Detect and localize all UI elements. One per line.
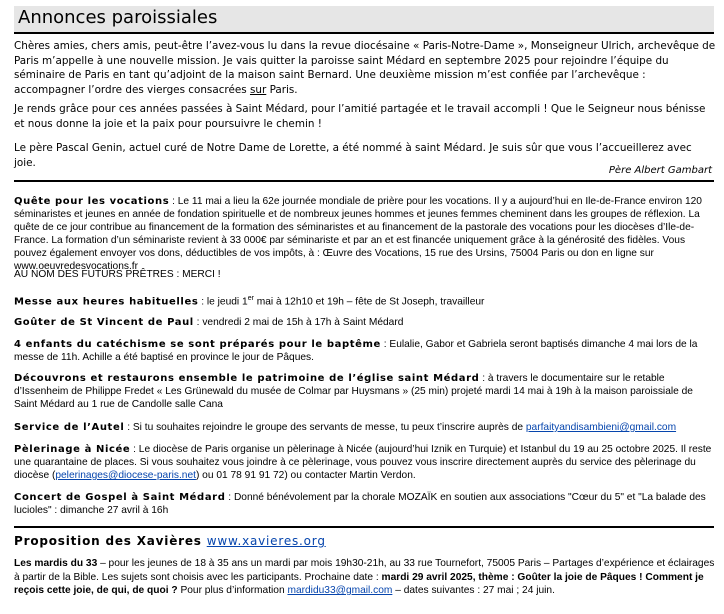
quete-text: : Le 11 mai a lieu la 62e journée mondiale de prière pour les vocations. Il y a aujourd’hui en Ile-de-France environ 120 séminaristes et jeunes en année de fondation spirituelle et de nombreux jeunes hommes et jeunes femmes cheminent dans les groupes de réflexion. La quête de ce jour contribue au financement de la formation des séminaristes et au financement de la pastorale des vocations pour les diocèses d’Ile-de-France. La formation d’un séminariste revient à 33 000€ par séminariste et par an et est financée uniquement grâce à la générosité des fidèles. Vous pouvez également envoyer vos dons, déductibles de vos impôts, à : Œuvre des Vocations, 15 rue des Ursins, 75004 Paris ou don en ligne sur www.oeuvredesvocations.fr (14, 196, 702, 272)
pelerinage-text: : Le diocèse de Paris organise un pèlerinage à Nicée (aujourd’hui Iznik en Turquie) et Istanbul du 19 au 25 octobre 2025. Il reste une quarantaine de places. Si vous souhaitez vous joindre à ce pèlerinage, vous pouvez vous inscrire directement auprès du service des pèlerinage du diocèse ( (14, 444, 712, 481)
messe-text-end: mai à 12h10 et 19h – fête de St Joseph, travailleur (253, 296, 485, 308)
mardis-paragraph (14, 557, 716, 598)
gouter-section (14, 316, 716, 329)
mardis-info-text: Pour plus d’information (177, 585, 288, 596)
messe-text: : le jeudi 1 (198, 296, 248, 308)
pelerinage-text-end: ) ou 01 78 91 91 72) ou contacter Martin Verdon. (195, 470, 416, 481)
page-title: Annonces paroissiales (18, 7, 218, 28)
mardis-next-date: mardi 29 avril 2025, thème : Goûter la joie de Pâques ! Comment je reçois cette joie, de qui, de quoi ? (14, 571, 704, 596)
intro-divider (14, 180, 714, 182)
gouter-text: : vendredi 2 mai de 15h à 17h à Saint Médard (193, 317, 404, 328)
catechisme-section (14, 338, 716, 364)
header-divider (14, 32, 714, 34)
mardis-following-dates: – dates suivantes : 27 mai ; 24 juin. (392, 585, 555, 596)
pelerinage-label: Pèlerinage à Nicée (14, 444, 131, 455)
intro-paragraph-1 (14, 39, 716, 97)
mardis-email-link[interactable]: mardidu33@gmail.com (287, 585, 393, 596)
mardis-title: Les mardis du 33 (14, 558, 98, 569)
intro-p1-end: Paris. (266, 83, 298, 96)
intro-paragraph-2: Je rends grâce pour ces années passées à Saint Médard, pour l’amitié partagée et le travail accompli ! Que le Seigneur nous bénisse et nous donne la joie et la paix pour poursuivre le chemin ! (14, 103, 706, 130)
patrimoine-section (14, 372, 716, 411)
signature: Père Albert Gambart (608, 165, 712, 176)
catechisme-label: 4 enfants du catéchisme se sont préparés pour le baptême (14, 339, 381, 350)
gospel-text: : Donné bénévolement par la chorale MOZAÏK en soutien aux associations "Cœur du 5" et "La balade des lucioles" : dimanche 27 avril à 16h (14, 492, 706, 516)
quete-section (14, 195, 716, 273)
autel-label: Service de l’Autel (14, 422, 125, 433)
gospel-label: Concert de Gospel à Saint Médard (14, 492, 226, 503)
autel-text: : Si tu souhaites rejoindre le groupe des servants de messe, tu peux t’inscrire auprès de (124, 422, 526, 433)
patrimoine-text: : à travers le documentaire sur le retable d’Issenheim de Philippe Fredet « Les Grünewald du musée de Colmar par Huysmans » (25 min) projeté mardi 14 mai à 19h à la maison paroissiale de Saint Médard au 1 rue de Candolle salle Cana (14, 373, 693, 410)
quete-label: Quête pour les vocations (14, 196, 170, 207)
catechisme-text: : Eulalie, Gabor et Gabriela seront baptisés dimanche 4 mai lors de la messe de 11h. Achille a été baptisé en province le jour de Pâques. (14, 339, 698, 363)
pelerinage-section (14, 443, 716, 482)
xavieres-website-link[interactable]: www.xavieres.org (206, 534, 326, 548)
xavieres-label: Proposition des Xavières (14, 534, 202, 548)
intro-paragraph-3: Le père Pascal Genin, actuel curé de Notre Dame de Lorette, a été nommé à saint Médard. Je suis sûr que vous l’accueillerez avec joie. (14, 142, 692, 169)
gospel-section (14, 491, 716, 517)
gouter-label: Goûter de St Vincent de Paul (14, 317, 194, 328)
autel-email-link[interactable]: parfaityandisambieni@gmail.com (525, 422, 677, 433)
intro-p1-text: Chères amies, chers amis, peut-être l’avez-vous lu dans la revue diocésaine « Paris-Notre-Dame », Monseigneur Ulrich, archevêque de Paris m’appelle à une nouvelle mission. Je vais quitter la paroisse saint Médard en septembre 2025 pour rejoindre l’équipe du séminaire de Paris en tant qu’adjoint de la maison saint Bernard. Une deuxième mission m’est confiée par l’archevêque : accompagner l’ordre des vierges consacrées (14, 40, 716, 96)
mardis-text: – pour les jeunes de 18 à 35 ans un mardi par mois 19h30-21h, au 33 rue Tournefort, 75005 Paris – Partages d’expérience et éclairages à partir de la Bible. Les sujets sont choisis avec les participants. Prochaine date : (14, 558, 715, 583)
messe-label: Messe aux heures habituelles (14, 296, 199, 308)
intro-p1-underlined: sur (249, 83, 267, 96)
page-header (14, 6, 714, 32)
messe-section (14, 292, 716, 308)
pelerinage-email-link[interactable]: pelerinages@diocese-paris.net (55, 470, 196, 481)
patrimoine-label: Découvrons et restaurons ensemble le patrimoine de l’église saint Médard (14, 373, 480, 384)
xavieres-heading (14, 534, 716, 548)
xavieres-divider (14, 526, 714, 528)
futurs-pretres: AU NOM DES FUTURS PRÊTRES : MERCI ! (14, 269, 221, 280)
messe-superscript: er (247, 295, 254, 302)
autel-section (14, 421, 716, 434)
